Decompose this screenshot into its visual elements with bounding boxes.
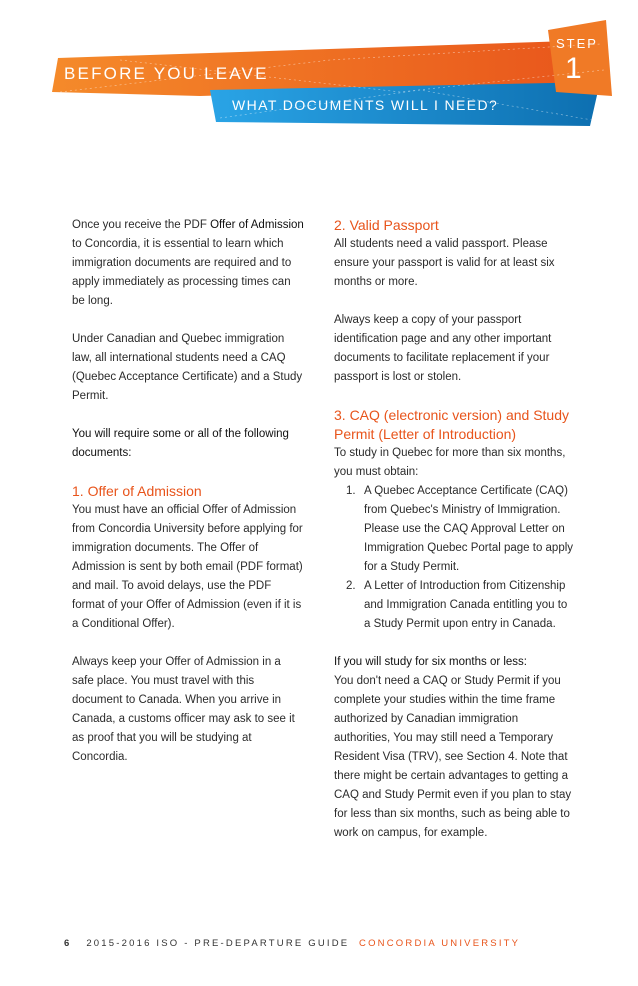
intro-paragraph: Once you receive the PDF Offer of Admission to Concordia, it is essential to learn which immigration documents are required and to apply immediately as processing times can be long. bbox=[72, 219, 304, 307]
offer-emphasis: Offer of Admission bbox=[210, 219, 304, 231]
caq-list bbox=[334, 482, 574, 634]
caq-heading: 3. CAQ (electronic version) and Study Permit (Letter of Introduction) bbox=[334, 407, 569, 442]
right-column bbox=[334, 216, 574, 862]
offer-heading: 1. Offer of Admission bbox=[72, 483, 202, 499]
step-label: STEP bbox=[556, 36, 598, 51]
page-footer bbox=[64, 938, 520, 949]
left-column bbox=[72, 216, 304, 786]
short-stay-paragraph: You don't need a CAQ or Study Permit if you complete your studies within the time frame authorized by Canadian immigration authorities, You may still need a Temporary Resident Visa (TRV), see Section 4. Note that there might be certain advantages to getting a CAQ and Study Permit even if you plan to stay for less than six months, such as being able to work on campus, for example. bbox=[334, 675, 572, 839]
offer-paragraph-1: You must have an official Offer of Admission from Concordia University before applying for immigration documents. The Offer of Admission is sent by both email (PDF format) and mail. To avoid delays, use the PDF format of your Offer of Admission (even if it is a Conditional Offer). bbox=[72, 504, 303, 630]
list-item: 2. A Letter of Introduction from Citizenship and Immigration Canada entitling you to a Study Permit upon entry in Canada. bbox=[346, 580, 568, 630]
guide-title: 2015-2016 ISO - PRE-DEPARTURE GUIDE bbox=[86, 938, 350, 949]
section-title: BEFORE YOU LEAVE bbox=[64, 64, 269, 83]
offer-paragraph-2: Always keep your Offer of Admission in a safe place. You must travel with this document to Canada. When you arrive in Canada, a customs officer may ask to see it as proof that you will be studying at Concordia. bbox=[72, 656, 295, 763]
page-number: 6 bbox=[64, 938, 72, 949]
step-number: 1 bbox=[565, 52, 582, 85]
header-banner bbox=[0, 0, 638, 140]
passport-paragraph-2: Always keep a copy of your passport identification page and any other important documents to facilitate replacement if your passport is lost or stolen. bbox=[334, 314, 552, 383]
passport-paragraph-1: All students need a valid passport. Please ensure your passport is valid for at least six months or more. bbox=[334, 238, 555, 288]
caq-intro: To study in Quebec for more than six months, you must obtain: bbox=[334, 447, 566, 478]
university-name: CONCORDIA UNIVERSITY bbox=[359, 938, 521, 949]
law-paragraph: Under Canadian and Quebec immigration law, all international students need a CAQ (Quebec Acceptance Certificate) and a Study Permit. bbox=[72, 333, 303, 402]
passport-heading: 2. Valid Passport bbox=[334, 217, 439, 233]
page-subtitle: WHAT DOCUMENTS WILL I NEED? bbox=[232, 97, 499, 113]
documents-lead: You will require some or all of the following documents: bbox=[72, 428, 289, 459]
list-item: 1. A Quebec Acceptance Certificate (CAQ) from Quebec's Ministry of Immigration. Please use the CAQ Approval Letter on Immigration Quebec Portal page to apply for a Study Permit. bbox=[346, 485, 574, 573]
short-stay-lead: If you will study for six months or less: bbox=[334, 656, 528, 668]
